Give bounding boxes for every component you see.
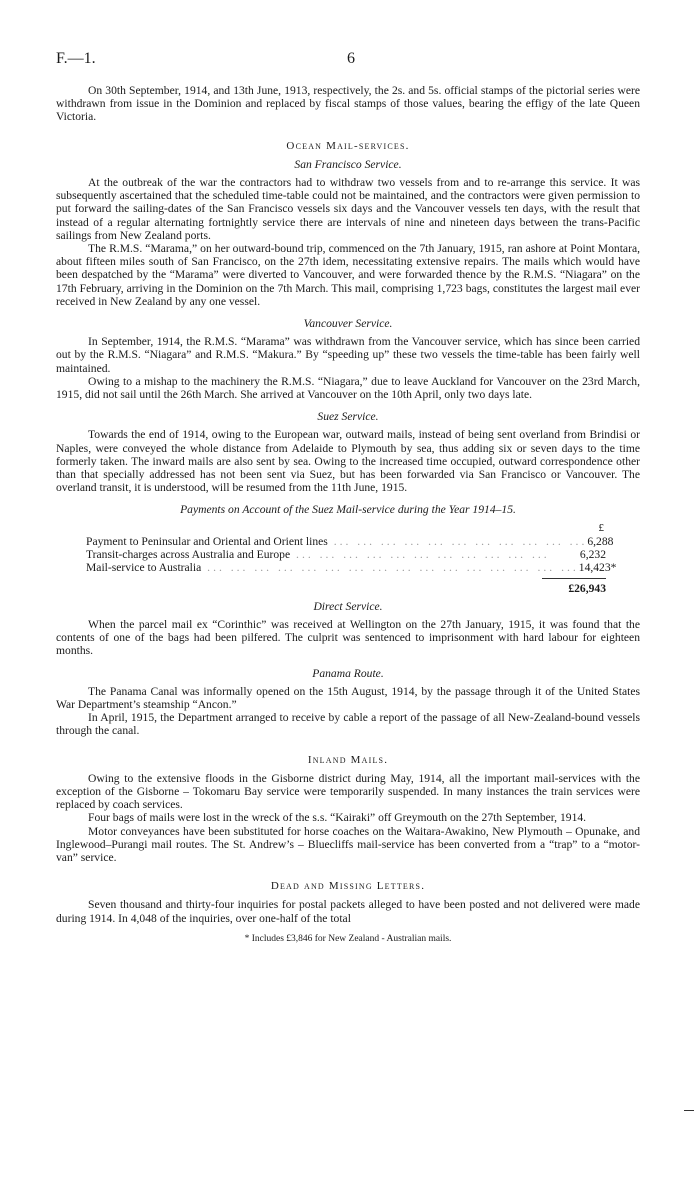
payment-label: Mail-service to Australia [86, 561, 202, 575]
inland-mails-heading: Inland Mails. [307, 753, 389, 766]
suez-title: Suez Service. [317, 410, 379, 424]
payments-title: Payments on Account of the Suez Mail-service during the Year 1914–15. [180, 503, 516, 517]
ocean-mail-heading: Ocean Mail-services. [286, 139, 410, 152]
payment-amount: 6,232 [579, 548, 606, 562]
inland-paragraph-2: Four bags of mails were lost in the wreck of the s.s. “Kairaki” off Greymouth on the 27th September, 1914. [88, 811, 587, 825]
san-francisco-paragraph-2: The R.M.S. “Marama,” on her outward-bound trip, commenced on the 7th January, 1915, ran ashore at Point Montara, about fifteen miles south of San Francisco, on the 27th idem, necessitating extensive repairs. The mails which would have been despatched by the “Marama” were diverted to Vancouver, and were forwarded thence by the R.M.S. “Niagara” on the 17th February, arriving in the Dominion on the 7th March. This mail, comprising 1,723 bags, constitutes the largest mail ever received in New Zealand by any one vessel. [56, 242, 640, 308]
vancouver-paragraph-2: Owing to a mishap to the machinery the R.M.S. “Niagara,” due to leave Auckland for Vancouver on the 23rd March, 1915, did not sail until the 26th March. She arrived at Vancouver on the 10th April, only two days late. [56, 374, 640, 402]
payment-row: Transit-charges across Australia and Europe ... ... ... ... ... ... ... ... ... ... ... 6,232 [86, 548, 606, 562]
page-header [56, 50, 646, 70]
dead-letters-paragraph: Seven thousand and thirty-four inquiries for postal packets alleged to have been posted and not delivered were made during 1914. In 4,048 of the inquiries, over one-half of the total [56, 898, 640, 925]
total-rule [542, 578, 606, 579]
dead-letters-heading: Dead and Missing Letters. [270, 880, 426, 893]
direct-service-title: Direct Service. [313, 599, 383, 613]
intro-paragraph: On 30th September, 1914, and 13th June, 1913, respectively, the 2s. and 5s. official stamps of the pictorial series were withdrawn from issue in the Dominion and replaced by fiscal stamps of those values, bearing the effigy of the late Queen Victoria. [56, 84, 640, 124]
san-francisco-title: San Francisco Service. [294, 157, 402, 171]
payment-row: Payment to Peninsular and Oriental and Orient lines ... ... ... ... ... ... ... ... ... ... ... 6,288 [86, 534, 614, 548]
page-number: 6 [347, 50, 355, 67]
payment-label: Payment to Peninsular and Oriental and Orient lines [86, 534, 328, 548]
inland-paragraph-1: Owing to the extensive floods in the Gisborne district during May, 1914, all the important mail-services with the exception of the Gisborne – Tokomaru Bay service were temporarily suspended. In many instances the train services were replaced by coach services. [56, 771, 640, 812]
vancouver-title: Vancouver Service. [303, 317, 393, 331]
payment-amount: 6,288 [587, 534, 614, 548]
payment-amount: 14,423* [578, 561, 617, 575]
panama-paragraph-1: The Panama Canal was informally opened on the 15th August, 1914, by the passage through it of the United States War Department’s steamship “Ancon.” [56, 684, 640, 711]
inland-paragraph-3: Motor conveyances have been substituted for horse coaches on the Waitara-Awakino, New Plymouth – Opunake, and Inglewood–Purangi mail routes. The St. Andrew’s – Bluecliffs mail-service has been converted from a “trap” to a “motor-van” service. [56, 824, 640, 864]
panama-paragraph-2: In April, 1915, the Department arranged to receive by cable a report of the passage of all New-Zealand-bound vessels through the canal. [56, 711, 640, 738]
direct-service-paragraph: When the parcel mail ex “Corinthic” was received at Wellington on the 27th January, 1915, it was found that the contents of one of the bags had been pilfered. The culprit was sentenced to imprisonment with hard labour for eighteen months. [56, 617, 640, 658]
san-francisco-paragraph-1: At the outbreak of the war the contractors had to withdraw two vessels from and to re-arrange this service. It was subsequently ascertained that the scheduled time-table could not be maintained, and the contractors were given permission to put forward the sailing-dates of the San Francisco vessels six days and the Vancouver vessels ten days, with the result that instead of a regular alternating fortnightly service there are intervals of nine and nineteen days between the trans-Pacific sailings from New Zealand ports. [56, 176, 640, 242]
currency-symbol: £ [598, 521, 604, 534]
panama-route-title: Panama Route. [312, 666, 384, 680]
payments-table [86, 521, 617, 595]
payment-row: Mail-service to Australia ... ... ... ... ... ... ... ... ... ... ... ... ... ... ... ... 14,423* [86, 561, 617, 575]
payments-total: £26,943 [568, 581, 606, 595]
page-body [56, 84, 640, 946]
vancouver-paragraph-1: In September, 1914, the R.M.S. “Marama” was withdrawn from the Vancouver service, which has since been carried out by the R.M.S. “Niagara” and R.M.S. “Makura.” By “speeding up” these two vessels the time-table has been fairly well maintained. [56, 335, 640, 375]
margin-dash [684, 1110, 694, 1111]
footnote: * Includes £3,846 for New Zealand - Australian mails. [244, 933, 452, 944]
payment-label: Transit-charges across Australia and Europe [86, 548, 291, 562]
report-reference: F.—1. [56, 50, 96, 67]
suez-paragraph-1: Towards the end of 1914, owing to the European war, outward mails, instead of being sent overland from Brindisi or Naples, were conveyed the whole distance from Adelaide to Plymouth by sea, thus adding six or seven days to the time formerly taken. The inward mails are also sent by sea. Owing to the increased time occupied, outward correspondence other than that specially addressed has not been sent via Suez, but has been forwarded via San Francisco or Vancouver. The overland transit, it is understood, will be resumed from the 11th June, 1915. [56, 428, 640, 495]
